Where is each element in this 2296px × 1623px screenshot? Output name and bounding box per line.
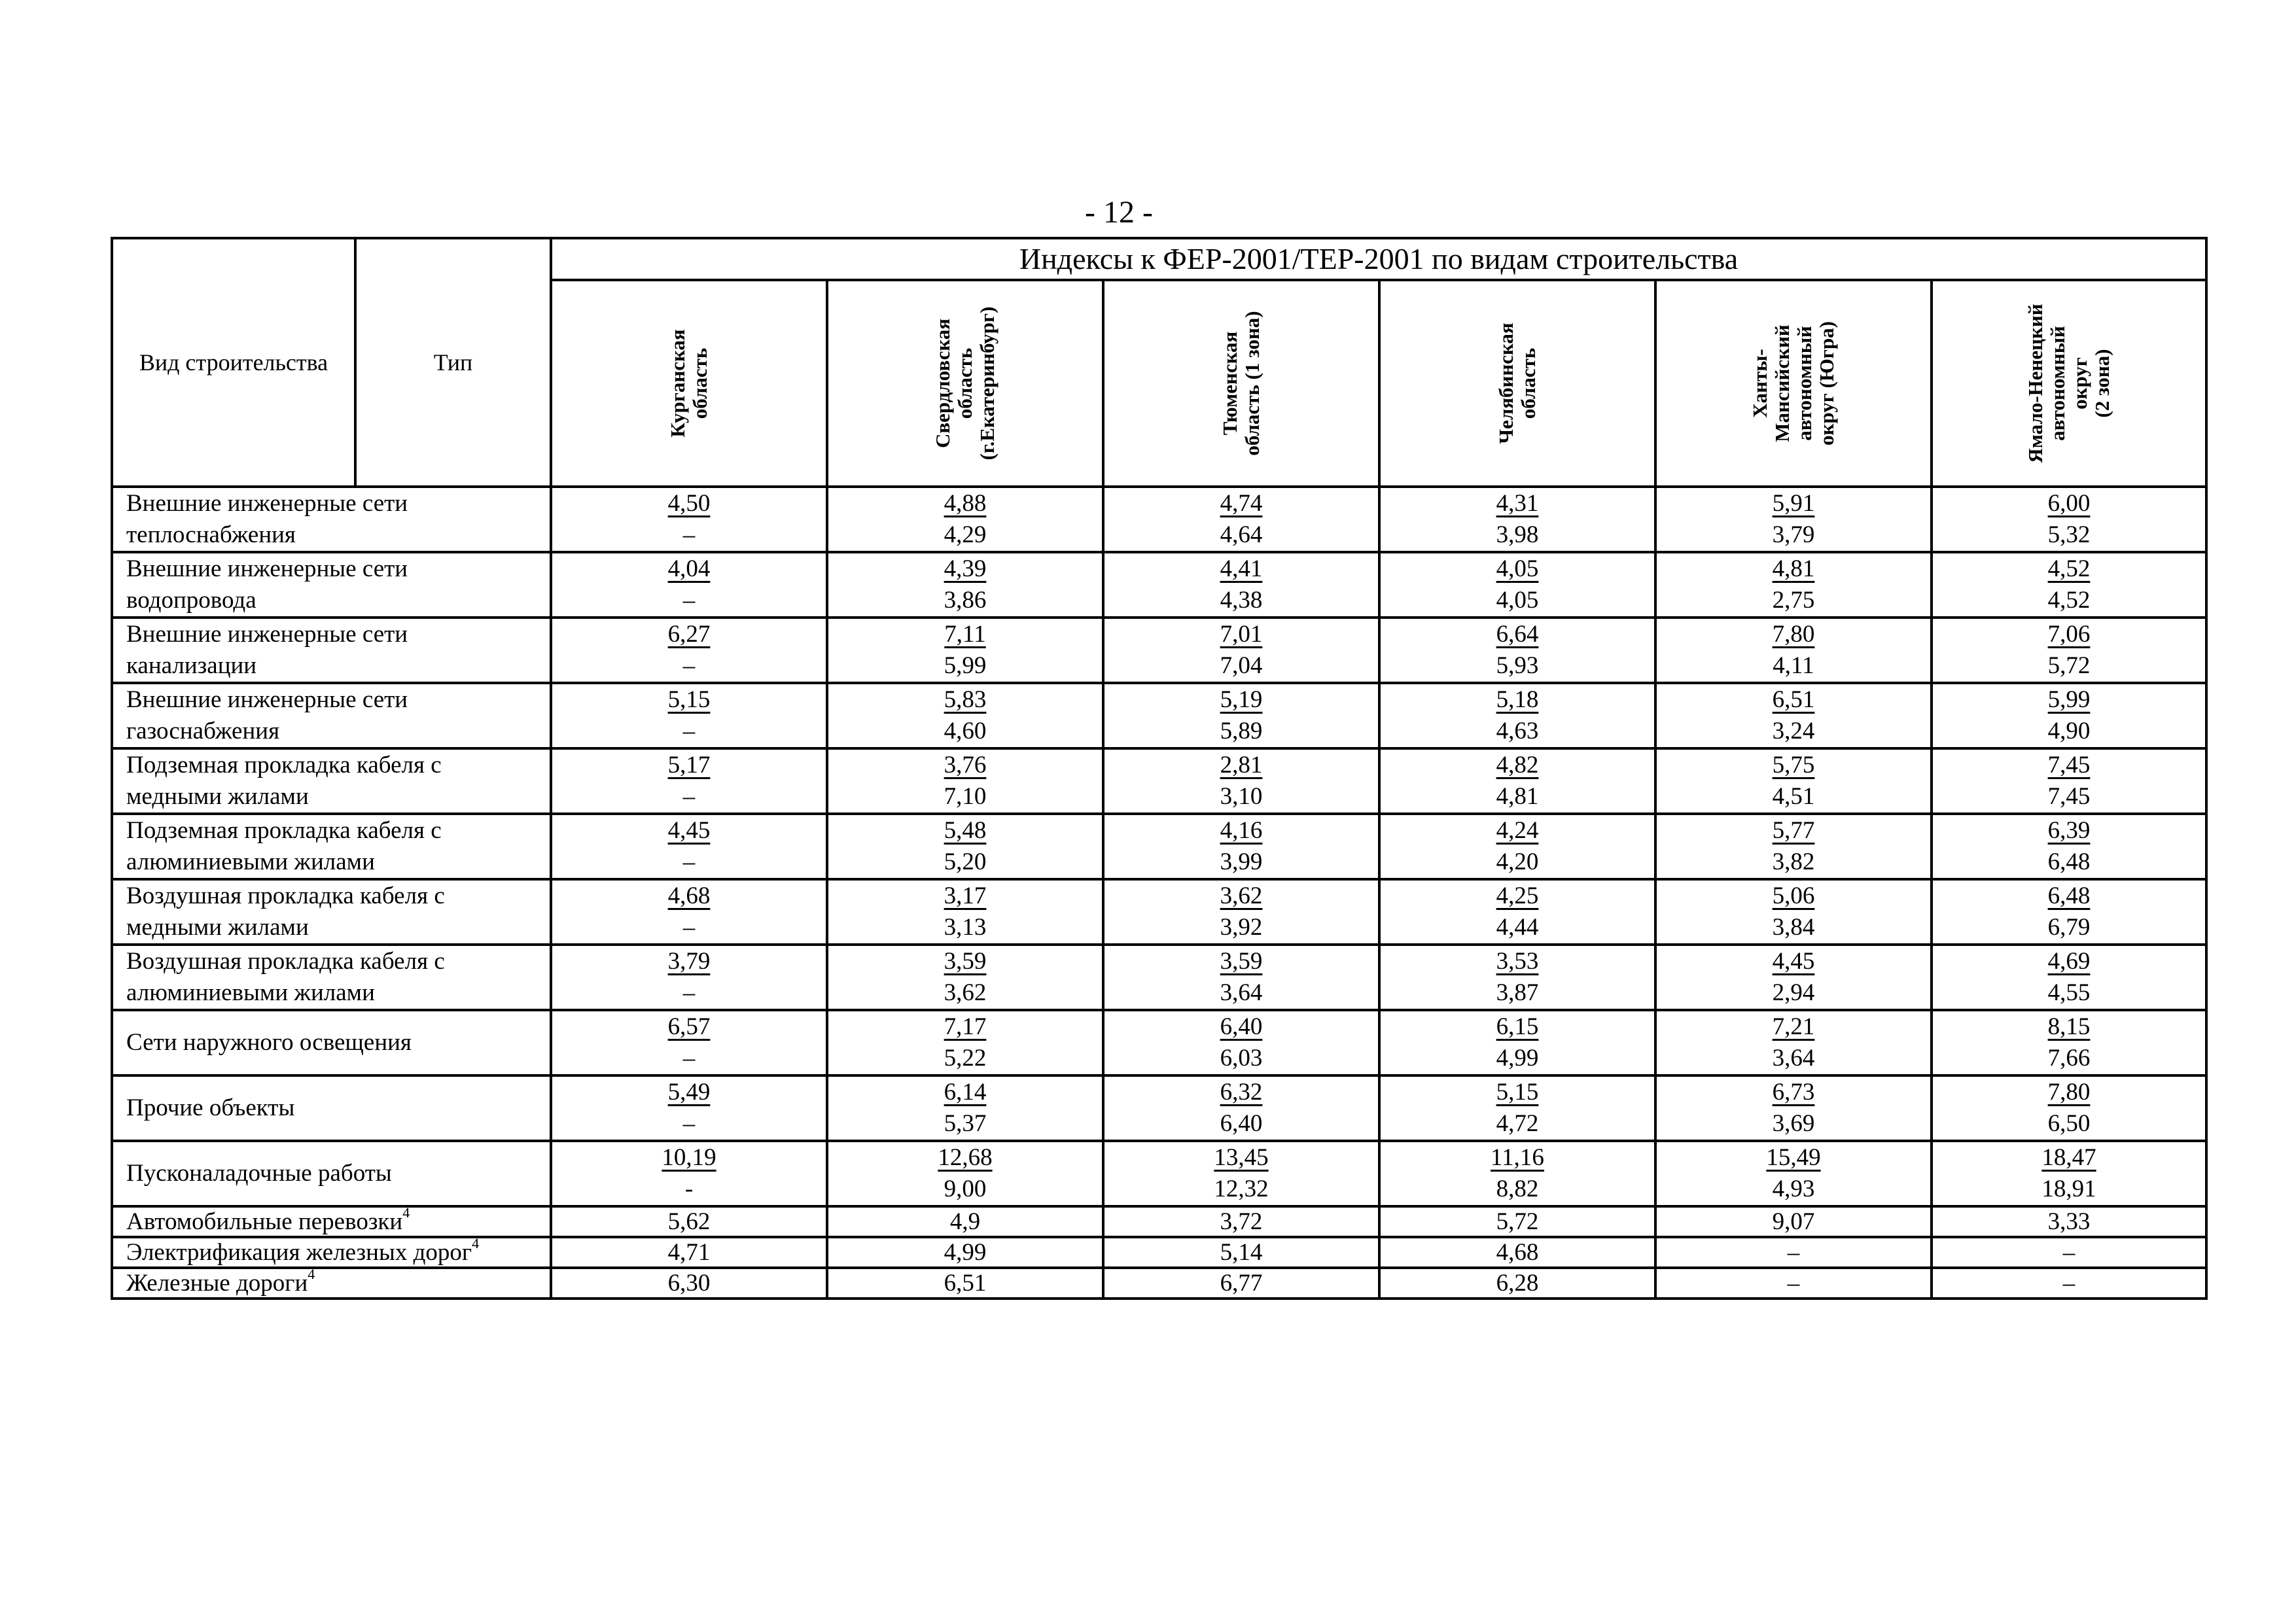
index-value-secondary: – — [682, 914, 696, 941]
row-label: Подземная прокладка кабеля с медными жилами — [112, 748, 551, 814]
index-value-secondary: 4,93 — [1772, 1176, 1815, 1202]
index-cell — [1103, 618, 1379, 683]
index-value-secondary: – — [682, 1110, 696, 1137]
index-value-primary: 4,50 — [667, 490, 711, 517]
index-cell — [551, 1141, 827, 1206]
index-value-primary: 6,40 — [1220, 1013, 1263, 1040]
index-value-primary: 4,25 — [1496, 882, 1539, 909]
table-row — [112, 945, 2206, 1010]
index-value-secondary: - — [684, 1176, 694, 1202]
index-value-primary: 4,68 — [667, 882, 711, 909]
index-cell: 5,14 — [1103, 1237, 1379, 1268]
index-value-secondary: 3,86 — [944, 587, 987, 614]
table-row — [112, 1075, 2206, 1141]
index-cell — [1379, 1141, 1655, 1206]
index-cell — [551, 683, 827, 748]
index-cell — [1103, 945, 1379, 1010]
index-value-secondary: 4,60 — [944, 718, 987, 744]
index-value-secondary: 4,99 — [1496, 1045, 1539, 1072]
index-cell — [1103, 683, 1379, 748]
table-row — [112, 748, 2206, 814]
row-label — [112, 1206, 551, 1237]
index-value-primary: 4,24 — [1496, 817, 1539, 844]
table-row — [112, 1268, 2206, 1299]
index-cell: 3,72 — [1103, 1206, 1379, 1237]
index-value-primary: 5,06 — [1772, 882, 1815, 909]
index-value-secondary: 2,75 — [1772, 587, 1815, 614]
row-label: Подземная прокладка кабеля с алюминиевыми жилами — [112, 814, 551, 879]
index-value-primary: 5,15 — [667, 686, 711, 713]
row-label-text: Электрификация железных дорог — [126, 1239, 472, 1266]
index-value-secondary: 4,11 — [1773, 652, 1814, 679]
index-value-secondary: 4,05 — [1496, 587, 1539, 614]
index-cell — [1379, 1010, 1655, 1075]
index-value-primary: 7,11 — [944, 621, 986, 648]
index-value-primary: 5,91 — [1772, 490, 1815, 517]
index-value-primary: 6,57 — [667, 1013, 711, 1040]
index-value-primary: 5,75 — [1772, 752, 1815, 778]
row-label-text: Автомобильные перевозки — [126, 1208, 403, 1235]
index-cell — [1379, 487, 1655, 552]
index-cell: 4,71 — [551, 1237, 827, 1268]
index-value-primary: 4,82 — [1496, 752, 1539, 778]
index-value-secondary: 12,32 — [1214, 1176, 1269, 1202]
region-label: Челябинская область — [1494, 323, 1540, 444]
index-cell — [1655, 1141, 1932, 1206]
index-value-secondary: 3,79 — [1772, 521, 1815, 548]
index-cell — [1932, 1075, 2206, 1141]
index-value-primary: 4,81 — [1772, 555, 1815, 582]
region-label: Ямало-Ненецкий автономный округ (2 зона) — [2024, 304, 2114, 463]
index-value-primary: 7,80 — [1772, 621, 1815, 648]
index-cell — [551, 879, 827, 945]
index-value-primary: 3,62 — [1220, 882, 1263, 909]
index-cell: – — [1655, 1237, 1932, 1268]
index-value-primary: 4,41 — [1220, 555, 1263, 582]
index-value-secondary: 6,50 — [2047, 1110, 2091, 1137]
index-cell — [1379, 552, 1655, 618]
index-value-secondary: 4,55 — [2047, 979, 2091, 1006]
index-value-secondary: 6,48 — [2047, 848, 2091, 875]
index-value-primary: 4,74 — [1220, 490, 1263, 517]
index-value-secondary: 3,82 — [1772, 848, 1815, 875]
footnote-marker: 4 — [308, 1266, 315, 1282]
index-cell — [1655, 748, 1932, 814]
index-value-secondary: 4,29 — [944, 521, 987, 548]
index-value-secondary: 3,92 — [1220, 914, 1263, 941]
index-value-primary: 7,01 — [1220, 621, 1263, 648]
header-tip: Тип — [355, 238, 551, 487]
index-value-secondary: 3,99 — [1220, 848, 1263, 875]
index-value-primary: 3,17 — [944, 882, 987, 909]
index-cell — [1655, 683, 1932, 748]
index-cell: 4,68 — [1379, 1237, 1655, 1268]
index-value-secondary: 4,38 — [1220, 587, 1263, 614]
index-value-primary: 4,16 — [1220, 817, 1263, 844]
header-region-chelyabinsk — [1379, 280, 1655, 487]
index-value-secondary: 3,62 — [944, 979, 987, 1006]
header-vid: Вид строительства — [112, 238, 355, 487]
index-value-primary: 6,39 — [2047, 817, 2091, 844]
index-value-primary: 6,15 — [1496, 1013, 1539, 1040]
index-cell: 5,62 — [551, 1206, 827, 1237]
index-cell — [1103, 879, 1379, 945]
index-value-primary: 4,45 — [667, 817, 711, 844]
index-value-secondary: 8,82 — [1496, 1176, 1539, 1202]
index-cell: 3,33 — [1932, 1206, 2206, 1237]
index-cell — [1932, 879, 2206, 945]
index-value-secondary: 3,64 — [1220, 979, 1263, 1006]
index-cell — [1655, 618, 1932, 683]
index-value-secondary: 3,98 — [1496, 521, 1539, 548]
index-value-secondary: – — [682, 1045, 696, 1072]
index-cell — [551, 1075, 827, 1141]
index-value-secondary: – — [682, 848, 696, 875]
index-value-secondary: – — [682, 718, 696, 744]
index-value-secondary: – — [682, 521, 696, 548]
index-cell — [1103, 487, 1379, 552]
row-label: Внешние инженерные сети водопровода — [112, 552, 551, 618]
index-cell — [551, 945, 827, 1010]
header-row-top — [112, 238, 2206, 280]
index-cell — [1932, 748, 2206, 814]
index-value-primary: 7,17 — [944, 1013, 987, 1040]
index-cell — [827, 945, 1103, 1010]
footnote-marker: 4 — [472, 1235, 480, 1251]
index-value-primary: 8,15 — [2047, 1013, 2091, 1040]
index-value-primary: 12,68 — [938, 1144, 993, 1171]
header-region-khmao — [1655, 280, 1932, 487]
index-cell — [827, 748, 1103, 814]
index-value-primary: 6,14 — [944, 1079, 987, 1106]
index-value-primary: 7,45 — [2047, 752, 2091, 778]
index-value-primary: 4,31 — [1496, 490, 1539, 517]
index-value-secondary: – — [682, 979, 696, 1006]
index-value-primary: 7,06 — [2047, 621, 2091, 648]
index-value-primary: 3,53 — [1496, 948, 1539, 975]
index-cell — [1655, 487, 1932, 552]
index-value-primary: 6,32 — [1220, 1079, 1263, 1106]
index-value-primary: 4,04 — [667, 555, 711, 582]
row-label: Воздушная прокладка кабеля с алюминиевыми жилами — [112, 945, 551, 1010]
index-value-primary: 15,49 — [1766, 1144, 1821, 1171]
index-cell — [1655, 814, 1932, 879]
index-cell — [827, 1075, 1103, 1141]
index-value-secondary: 3,87 — [1496, 979, 1539, 1006]
index-value-primary: 5,15 — [1496, 1079, 1539, 1106]
row-label — [112, 1268, 551, 1299]
index-cell — [1103, 1010, 1379, 1075]
index-value-secondary: 5,37 — [944, 1110, 987, 1137]
row-label: Прочие объекты — [112, 1075, 551, 1141]
index-cell: – — [1932, 1237, 2206, 1268]
index-value-secondary: 4,44 — [1496, 914, 1539, 941]
index-value-primary: 11,16 — [1491, 1144, 1544, 1171]
index-value-secondary: 4,63 — [1496, 718, 1539, 744]
table-row — [112, 1237, 2206, 1268]
index-value-secondary: 2,94 — [1772, 979, 1815, 1006]
index-value-primary: 4,05 — [1496, 555, 1539, 582]
index-value-primary: 5,99 — [2047, 686, 2091, 713]
index-value-secondary: 6,40 — [1220, 1110, 1263, 1137]
index-value-secondary: 3,24 — [1772, 718, 1815, 744]
index-cell: 5,72 — [1379, 1206, 1655, 1237]
index-value-primary: 6,00 — [2047, 490, 2091, 517]
header-region-sverdlovsk — [827, 280, 1103, 487]
region-label: Курганская область — [666, 329, 711, 438]
index-value-primary: 7,80 — [2047, 1079, 2091, 1106]
construction-index-table — [111, 237, 2208, 1300]
index-value-secondary: 4,72 — [1496, 1110, 1539, 1137]
row-label: Пусконаладочные работы — [112, 1141, 551, 1206]
table-row — [112, 1010, 2206, 1075]
index-cell — [827, 879, 1103, 945]
index-value-secondary: – — [682, 587, 696, 614]
index-value-primary: 2,81 — [1220, 752, 1263, 778]
index-cell — [1655, 1075, 1932, 1141]
index-value-secondary: 3,64 — [1772, 1045, 1815, 1072]
index-cell — [1379, 945, 1655, 1010]
index-value-secondary: 7,10 — [944, 783, 987, 810]
index-value-primary: 5,48 — [944, 817, 987, 844]
index-value-secondary: 5,72 — [2047, 652, 2091, 679]
region-label: Тюменская область (1 зона) — [1218, 311, 1263, 456]
index-cell — [551, 814, 827, 879]
region-label: Ханты- Мансийский автономный округ (Югра) — [1748, 321, 1838, 445]
index-cell — [1379, 618, 1655, 683]
index-cell: 4,9 — [827, 1206, 1103, 1237]
index-value-secondary: 7,66 — [2047, 1045, 2091, 1072]
table-row — [112, 618, 2206, 683]
index-cell — [1655, 945, 1932, 1010]
row-label: Внешние инженерные сети теплоснабжения — [112, 487, 551, 552]
index-value-secondary: – — [682, 652, 696, 679]
index-cell — [1379, 748, 1655, 814]
index-value-secondary: 4,81 — [1496, 783, 1539, 810]
index-cell — [1103, 748, 1379, 814]
index-value-primary: 6,27 — [667, 621, 711, 648]
index-value-secondary: 5,93 — [1496, 652, 1539, 679]
index-cell — [1932, 814, 2206, 879]
index-value-primary: 4,69 — [2047, 948, 2091, 975]
table-row — [112, 814, 2206, 879]
index-value-primary: 5,17 — [667, 752, 711, 778]
row-label — [112, 1237, 551, 1268]
index-value-secondary: 4,52 — [2047, 587, 2091, 614]
index-cell: 6,30 — [551, 1268, 827, 1299]
index-cell: – — [1655, 1268, 1932, 1299]
row-label: Внешние инженерные сети газоснабжения — [112, 683, 551, 748]
index-cell — [1379, 879, 1655, 945]
index-cell — [1655, 552, 1932, 618]
index-value-secondary: 6,79 — [2047, 914, 2091, 941]
table-row — [112, 487, 2206, 552]
region-label: Свердловская область (г.Екатеринбург) — [931, 306, 998, 461]
index-value-primary: 6,73 — [1772, 1079, 1815, 1106]
table-row — [112, 879, 2206, 945]
index-cell: 6,77 — [1103, 1268, 1379, 1299]
page-number: - 12 - — [1085, 195, 1153, 230]
index-value-primary: 5,49 — [667, 1079, 711, 1106]
row-label: Сети наружного освещения — [112, 1010, 551, 1075]
index-cell — [1932, 683, 2206, 748]
index-cell — [1932, 618, 2206, 683]
index-cell — [551, 552, 827, 618]
index-value-secondary: 5,22 — [944, 1045, 987, 1072]
index-cell — [827, 814, 1103, 879]
index-cell — [551, 618, 827, 683]
index-cell — [551, 487, 827, 552]
index-value-secondary: 4,20 — [1496, 848, 1539, 875]
index-value-primary: 10,19 — [662, 1144, 716, 1171]
index-cell — [1103, 1141, 1379, 1206]
index-cell: 9,07 — [1655, 1206, 1932, 1237]
row-label-text: Железные дороги — [126, 1270, 308, 1297]
index-value-secondary: 4,51 — [1772, 783, 1815, 810]
index-value-primary: 5,19 — [1220, 686, 1263, 713]
index-cell — [1655, 879, 1932, 945]
table-row — [112, 683, 2206, 748]
header-region-tyumen — [1103, 280, 1379, 487]
index-cell: 4,99 — [827, 1237, 1103, 1268]
index-cell — [1932, 1010, 2206, 1075]
index-value-secondary: 7,45 — [2047, 783, 2091, 810]
index-value-secondary: 6,03 — [1220, 1045, 1263, 1072]
header-region-kurgan — [551, 280, 827, 487]
index-cell — [1932, 552, 2206, 618]
index-cell — [827, 683, 1103, 748]
index-value-primary: 4,45 — [1772, 948, 1815, 975]
index-cell: – — [1932, 1268, 2206, 1299]
index-value-primary: 3,59 — [1220, 948, 1263, 975]
index-value-primary: 3,76 — [944, 752, 987, 778]
index-value-secondary: 5,20 — [944, 848, 987, 875]
index-value-primary: 4,88 — [944, 490, 987, 517]
header-index-group: Индексы к ФЕР-2001/ТЕР-2001 по видам строительства — [551, 238, 2206, 280]
index-value-secondary: 3,10 — [1220, 783, 1263, 810]
index-value-primary: 7,21 — [1772, 1013, 1815, 1040]
index-cell: 6,28 — [1379, 1268, 1655, 1299]
index-cell — [827, 1141, 1103, 1206]
index-cell — [1932, 1141, 2206, 1206]
index-value-primary: 3,59 — [944, 948, 987, 975]
index-value-primary: 5,77 — [1772, 817, 1815, 844]
index-value-secondary: – — [682, 783, 696, 810]
index-cell — [1103, 1075, 1379, 1141]
table-row — [112, 552, 2206, 618]
index-value-primary: 5,83 — [944, 686, 987, 713]
index-value-primary: 5,18 — [1496, 686, 1539, 713]
index-value-primary: 6,48 — [2047, 882, 2091, 909]
index-cell — [827, 552, 1103, 618]
index-value-primary: 4,39 — [944, 555, 987, 582]
index-value-primary: 4,52 — [2047, 555, 2091, 582]
index-value-secondary: 3,69 — [1772, 1110, 1815, 1137]
index-cell — [1103, 814, 1379, 879]
footnote-marker: 4 — [402, 1204, 410, 1221]
index-cell — [1932, 945, 2206, 1010]
index-value-secondary: 3,13 — [944, 914, 987, 941]
index-cell — [1103, 552, 1379, 618]
index-cell — [827, 1010, 1103, 1075]
index-cell — [827, 618, 1103, 683]
index-value-secondary: 7,04 — [1220, 652, 1263, 679]
row-label: Внешние инженерные сети канализации — [112, 618, 551, 683]
table-row — [112, 1141, 2206, 1206]
index-value-primary: 13,45 — [1214, 1144, 1269, 1171]
table-row — [112, 1206, 2206, 1237]
index-value-secondary: 5,99 — [944, 652, 987, 679]
index-cell — [1379, 683, 1655, 748]
index-value-secondary: 5,32 — [2047, 521, 2091, 548]
index-value-secondary: 18,91 — [2041, 1176, 2096, 1202]
index-cell — [1655, 1010, 1932, 1075]
index-cell — [1379, 814, 1655, 879]
index-value-primary: 18,47 — [2041, 1144, 2096, 1171]
index-value-secondary: 3,84 — [1772, 914, 1815, 941]
row-label: Воздушная прокладка кабеля с медными жилами — [112, 879, 551, 945]
index-cell — [551, 748, 827, 814]
index-value-primary: 6,64 — [1496, 621, 1539, 648]
index-cell — [827, 487, 1103, 552]
index-value-secondary: 4,90 — [2047, 718, 2091, 744]
index-cell — [551, 1010, 827, 1075]
index-value-primary: 3,79 — [667, 948, 711, 975]
index-value-secondary: 4,64 — [1220, 521, 1263, 548]
index-cell — [1379, 1075, 1655, 1141]
index-cell: 6,51 — [827, 1268, 1103, 1299]
index-value-primary: 6,51 — [1772, 686, 1815, 713]
index-value-secondary: 5,89 — [1220, 718, 1263, 744]
index-value-secondary: 9,00 — [944, 1176, 987, 1202]
index-cell — [1932, 487, 2206, 552]
header-region-yanao — [1932, 280, 2206, 487]
